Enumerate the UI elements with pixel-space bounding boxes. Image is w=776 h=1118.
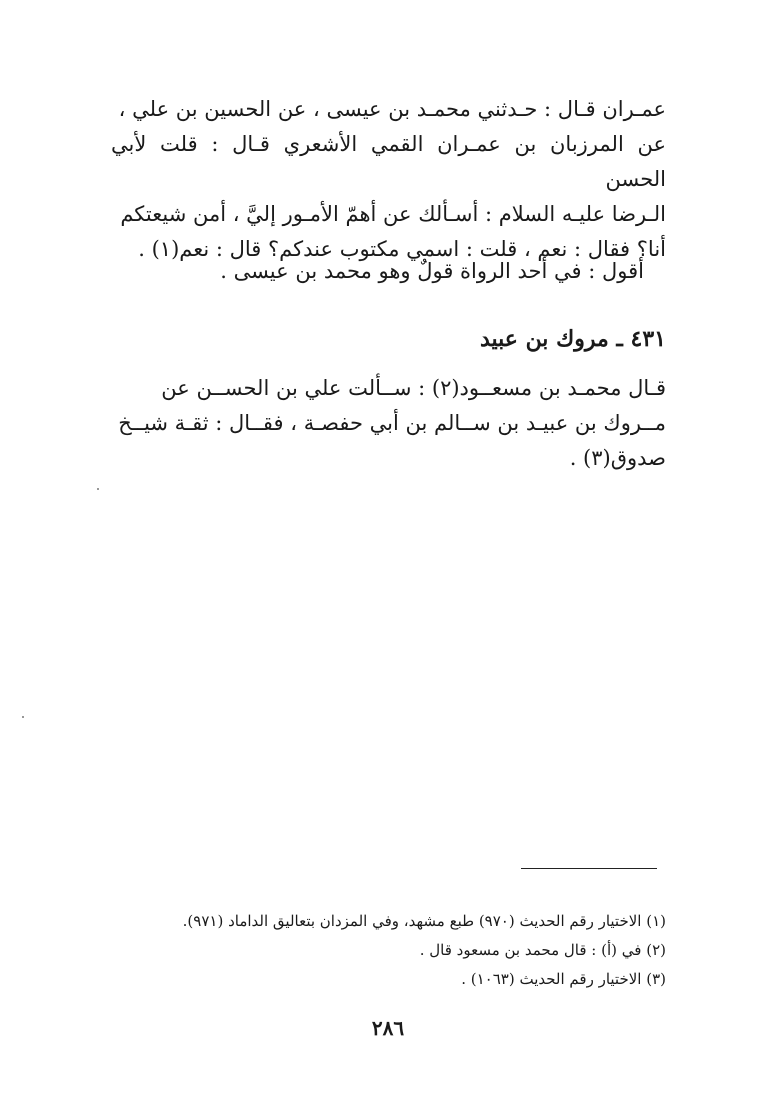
text-line: أنا؟ فقال : نعم ، قلت : اسمي مكتوب عندكم؟ قال : نعم(١) . <box>138 237 666 261</box>
paragraph-narration <box>111 92 666 267</box>
paragraph-entry <box>111 371 666 476</box>
footnote-2: (٢) في (أ) : قال محمد بن مسعود قال . <box>419 941 666 959</box>
footnotes <box>111 907 666 994</box>
footnote-separator <box>521 868 657 869</box>
text-line: قـال محمـد بن مسعــود(٢) : ســألت علي بن الحســن عن <box>161 376 666 400</box>
scan-speck <box>22 716 24 718</box>
page-number: ٢٨٦ <box>371 1016 405 1040</box>
scan-speck <box>97 488 99 490</box>
text-line: مــروك بن عبيـد بن ســالم بن أبي حفصـة ، فقــال : ثقـة شيــخ <box>118 411 666 435</box>
text-line: أقول : في أحد الرواة قولٌ وهو محمد بن عيسى . <box>220 259 644 283</box>
footnote-3: (٣) الاختيار رقم الحديث (١٠٦٣) . <box>461 970 666 988</box>
text-line: عمـران قـال : حـدثني محمـد بن عيسى ، عن الحسين بن علي ، <box>118 97 666 121</box>
text-line: صدوق(٣) . <box>569 446 666 470</box>
paragraph-comment <box>124 254 644 289</box>
text-line: عن المرزبان بن عمـران القمي الأشعري قـال : قلت لأبي الحسن <box>111 132 666 191</box>
text-line: الـرضا عليـه السلام : أسـألك عن أهمّ الأمـور إليَّ ، أمن شيعتكم <box>120 202 666 226</box>
entry-heading: ٤٣١ ـ مروك بن عبيد <box>479 326 666 352</box>
footnote-1: (١) الاختيار رقم الحديث (٩٧٠) طبع مشهد، وفي المزدان بتعاليق الداماد (٩٧١). <box>182 912 666 930</box>
